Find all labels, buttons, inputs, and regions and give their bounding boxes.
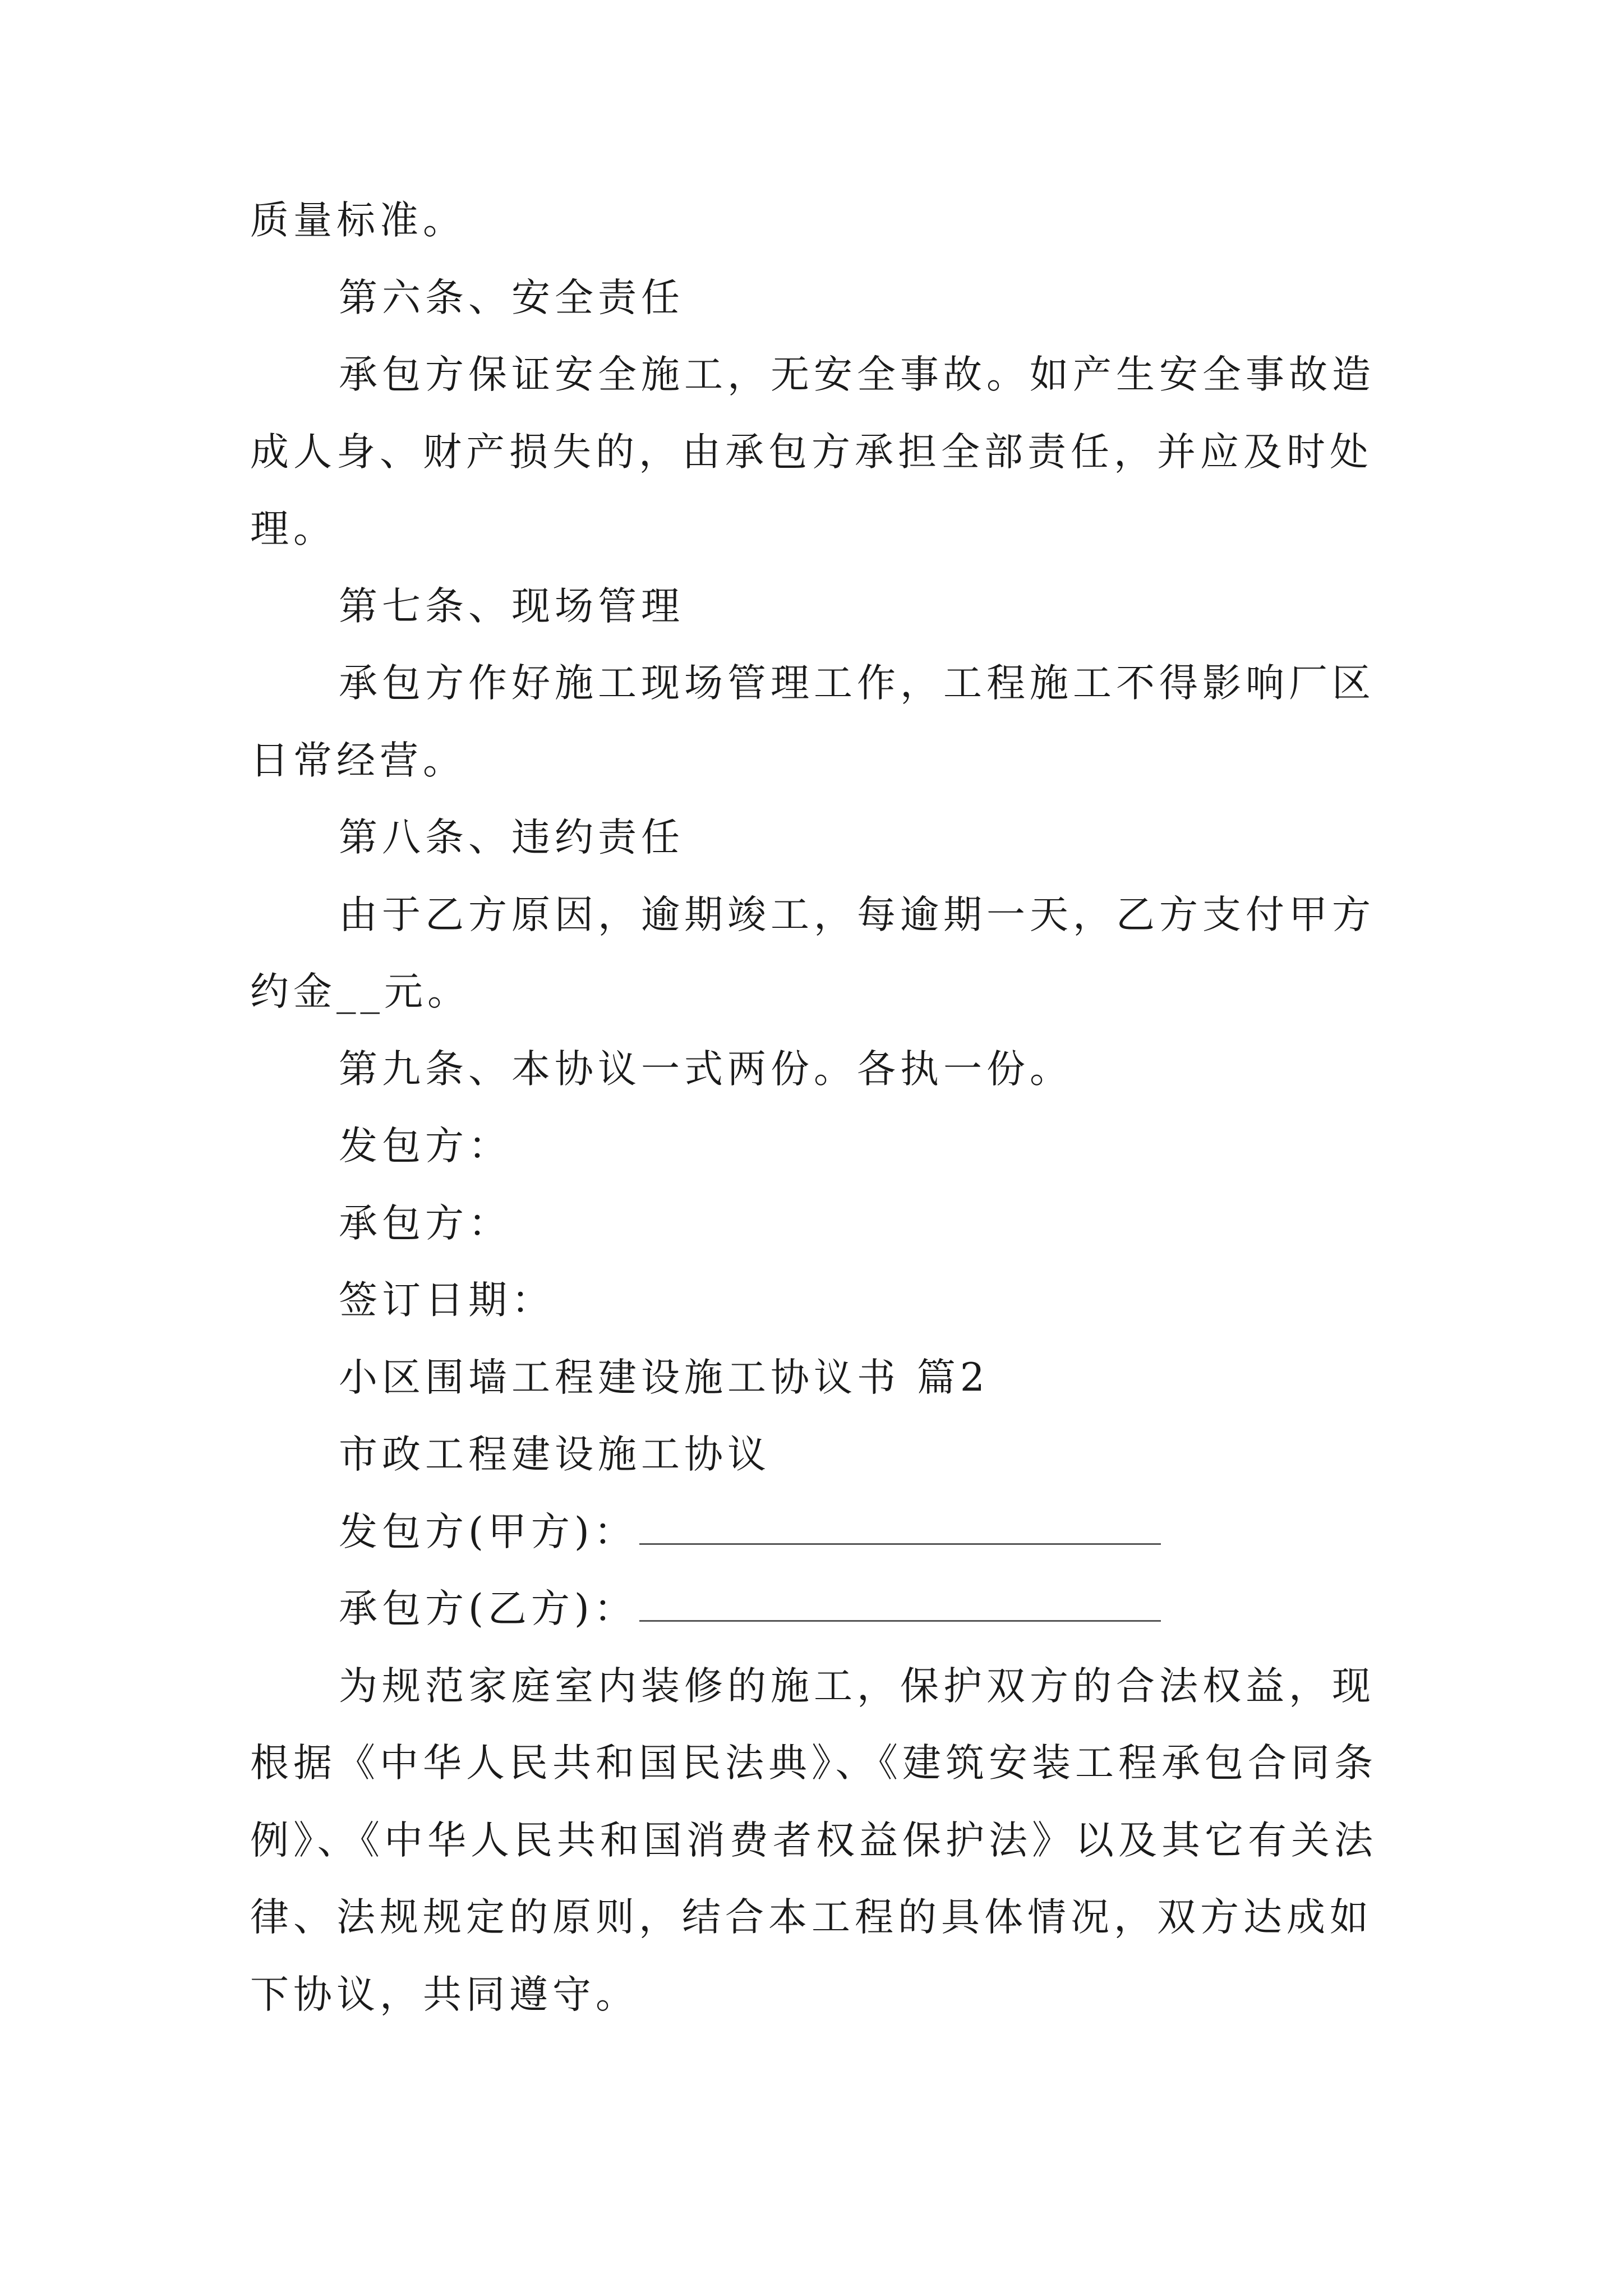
text-line: 下协议，共同遵守。 xyxy=(250,1972,639,2017)
party-b-label: 承包方(乙方)： xyxy=(339,1586,637,1631)
agreement-title: 市政工程建设施工协议 xyxy=(339,1432,771,1477)
section-heading-safety: 第六条、安全责任 xyxy=(339,275,684,320)
text-line: 成人身、财产损失的，由承包方承担全部责任，并应及时处 xyxy=(250,429,1373,475)
section-heading-copies: 第九条、本协议一式两份。各执一份。 xyxy=(339,1046,1073,1092)
text-line: 约金__元。 xyxy=(250,969,471,1014)
text-line: 例》、《中华人民共和国消费者权益保护法》以及其它有关法 xyxy=(250,1818,1377,1863)
text-line: 为规范家庭室内装修的施工，保护双方的合法权益，现 xyxy=(339,1663,1375,1709)
signature-employer-label: 发包方： xyxy=(339,1124,511,1168)
text-line: 承包方作好施工现场管理工作，工程施工不得影响厂区 xyxy=(339,661,1375,706)
document-part-title: 小区围墙工程建设施工协议书 篇2 xyxy=(339,1355,989,1400)
text-line: 日常经营。 xyxy=(250,738,466,783)
signature-contractor-label: 承包方： xyxy=(339,1200,511,1246)
text-line: 承包方保证安全施工，无安全事故。如产生安全事故造 xyxy=(339,352,1375,397)
text-line: 质量标准。 xyxy=(250,198,466,243)
party-a-line xyxy=(250,1494,1377,1571)
text-line: 根据《中华人民共和国民法典》、《建筑安装工程承包合同条 xyxy=(250,1741,1377,1786)
signing-date-label: 签订日期： xyxy=(339,1278,555,1323)
document-body xyxy=(250,182,1377,2033)
party-b-line xyxy=(250,1571,1377,1648)
section-heading-site-management: 第七条、现场管理 xyxy=(339,583,684,629)
party-a-blank xyxy=(639,1510,1161,1545)
text-line: 律、法规规定的原则，结合本工程的具体情况，双方达成如 xyxy=(250,1895,1373,1940)
party-b-blank xyxy=(639,1586,1161,1622)
party-a-label: 发包方(甲方)： xyxy=(339,1509,637,1554)
text-line: 理。 xyxy=(250,507,336,551)
text-line: 由于乙方原因，逾期竣工，每逾期一天，乙方支付甲方 xyxy=(339,892,1375,937)
section-heading-breach: 第八条、违约责任 xyxy=(339,815,684,860)
